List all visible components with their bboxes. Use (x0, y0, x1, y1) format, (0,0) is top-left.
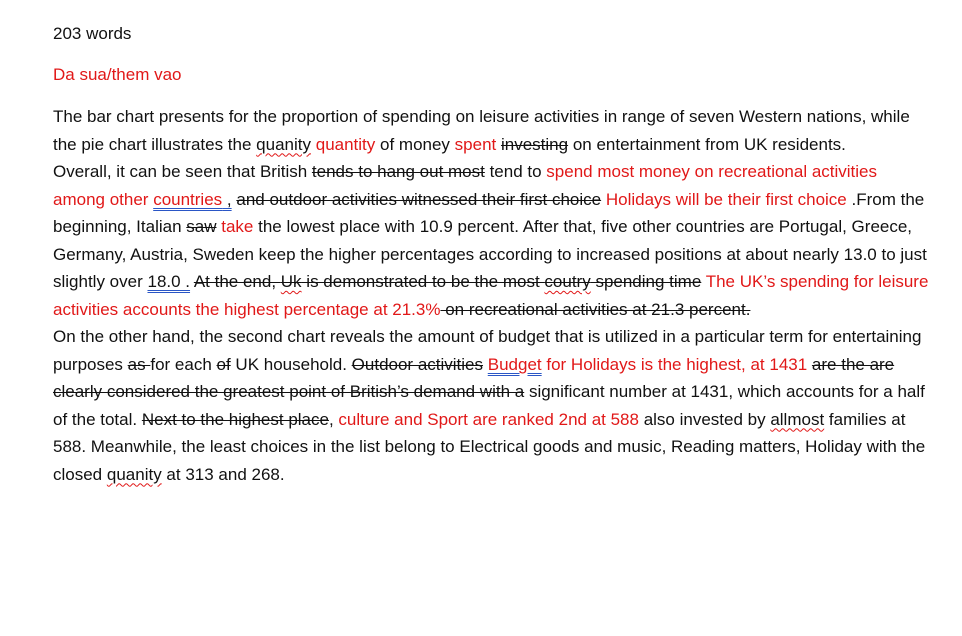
deleted-text: spending time (590, 272, 702, 291)
inserted-text: culture and Sport are ranked 2nd at 588 (338, 409, 639, 429)
paragraph (53, 323, 933, 488)
deleted-text: Next to the highest place (141, 409, 329, 429)
paragraph (53, 103, 933, 158)
misspelled-word: quanity (256, 134, 311, 154)
text-run: .From the beginning, Italian (53, 189, 925, 236)
deleted-text: of (216, 354, 231, 374)
misspelled-word: allmost (770, 409, 825, 429)
deleted-misspelled-word (281, 272, 302, 291)
text-run: at 313 and 268. (161, 464, 285, 484)
text-run: tend to (484, 162, 547, 181)
deleted-text: are the are clearly considered the greatest point of British’s demand with a (53, 354, 895, 401)
inserted-text: The UK’s spending for leisure activities accounts the highest percentage at 21.3% (53, 272, 929, 319)
misspelled-word: Uk (280, 272, 302, 291)
text-run: , (328, 409, 339, 429)
text-run: Overall, it can be seen that British (53, 162, 312, 181)
deleted-text: on recreational activities at 21.3 percent. (440, 299, 751, 319)
text-run: for each (150, 354, 217, 374)
inserted-text: countries (153, 189, 223, 209)
grammar-flag: 18.0 . (147, 272, 191, 291)
document-body (53, 103, 933, 488)
deleted-text: investing (500, 134, 569, 154)
deleted-misspelled-word (544, 272, 590, 291)
inserted-text: Holidays will be their first choice (605, 189, 847, 209)
inserted-text: for Holidays is the highest, at 1431 (541, 354, 808, 374)
misspelled-word: quanity (106, 464, 162, 484)
text-run: UK household. (230, 354, 352, 374)
text-run: on entertainment from UK residents. (568, 134, 846, 154)
deleted-text: Outdoor activities (351, 354, 484, 374)
text-run: families at 588. Meanwhile, the least choices in the list belong to Electrical goods and music, Reading matters, Holiday with the closed (53, 409, 926, 484)
text-run: significant number at 1431, which accounts for a half of the total. (53, 382, 925, 429)
deleted-text: is demonstrated to be the most (301, 272, 545, 291)
deleted-text: as (127, 354, 151, 374)
paragraph (53, 158, 933, 323)
word-count: 203 words (53, 24, 132, 43)
document-heading: Da sua/them vao (53, 65, 182, 84)
deleted-text: saw (186, 217, 217, 236)
deleted-text: At the end, (193, 272, 281, 291)
inserted-text: spent (454, 134, 497, 154)
document-page (53, 20, 933, 488)
grammar-flag: , (222, 189, 232, 209)
text-run: also invested by (638, 409, 771, 429)
text-run: of money (375, 134, 455, 154)
text-run: the lowest place with 10.9 percent. After that, five other countries are Portugal, Greece, Germany, Austria, Sweden keep the higher percentages according to increased positions at about nearly 13.0 to just slightly over (53, 217, 927, 291)
deleted-text: tends to hang out most (311, 162, 485, 181)
inserted-text: quantity (315, 134, 376, 154)
inserted-text: take (221, 217, 254, 236)
inserted-text: spend most money on recreational activities among other (53, 162, 878, 209)
misspelled-word: coutry (544, 272, 591, 291)
inserted-text: Budget (487, 354, 542, 374)
deleted-text: and outdoor activities witnessed their first choice (236, 189, 602, 209)
text-run: The bar chart presents for the proportion of spending on leisure activities in range of seven Western nations, while the pie chart illustrates the (53, 107, 910, 154)
text-run: On the other hand, the second chart reveals the amount of budget that is utilized in a particular term for entertaining purposes (53, 327, 922, 374)
